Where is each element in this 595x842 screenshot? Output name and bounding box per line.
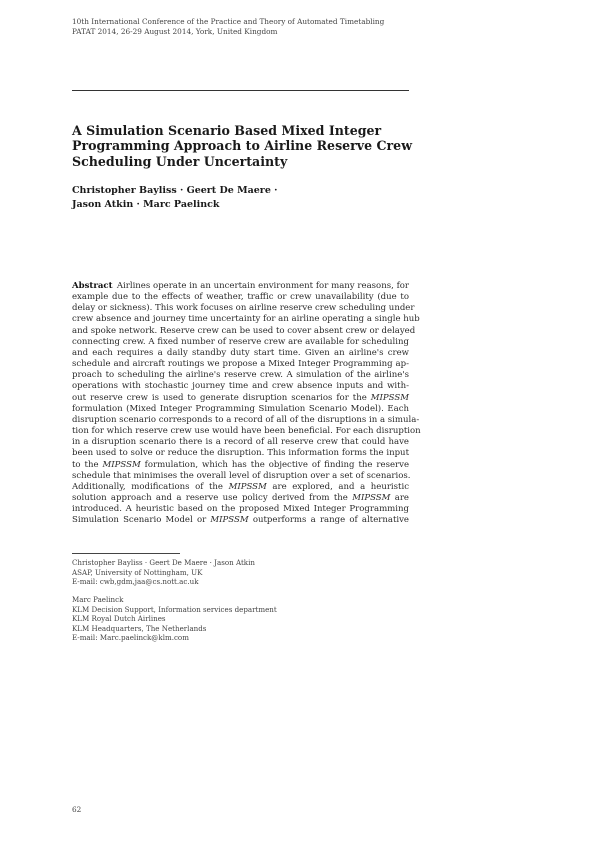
author-line: Jason Atkin · Marc Paelinck xyxy=(72,199,220,210)
abstract-line xyxy=(72,493,409,504)
conference-header xyxy=(72,17,384,36)
abstract-text: in a disruption scenario there is a record of all reserve crew that could have xyxy=(72,437,409,448)
abstract-text: formulation (Mixed Integer Programming Simulation Scenario Model). Each xyxy=(72,403,409,414)
abstract-line xyxy=(72,325,416,337)
abstract-text: Airlines operate in an uncertain environment for many reasons, for xyxy=(116,281,409,291)
affiliation-line: KLM Royal Dutch Airlines xyxy=(72,614,166,624)
affiliation-block xyxy=(72,595,277,643)
abstract-line xyxy=(72,292,409,303)
conference-line: 10th International Conference of the Practice and Theory of Automated Timetabling xyxy=(72,17,385,26)
abstract-line xyxy=(72,370,409,381)
abstract-text: out reserve crew is used to generate disruption scenarios for the xyxy=(72,392,371,403)
abstract-line xyxy=(72,437,409,448)
abstract-line xyxy=(72,359,409,370)
abstract-line xyxy=(72,348,409,359)
abstract-line xyxy=(72,404,409,415)
abstract-text: tion for which reserve crew use would have been beneficial. For each disruption xyxy=(72,426,421,437)
abstract-line xyxy=(72,426,421,437)
abstract-text: outperforms a range of alternative xyxy=(248,515,409,526)
affiliation-line: Christopher Bayliss · Geert De Maere · Jason Atkin xyxy=(72,558,255,567)
abstract-text: are xyxy=(390,492,409,503)
footnote-rule xyxy=(72,553,180,554)
abstract-text: crew absence and journey time uncertainty for an airline operating a single hub xyxy=(72,314,420,325)
abstract-text: disruption scenario corresponds to a record of all of the disruptions in a simula- xyxy=(72,414,420,425)
abstract-text: delay or sickness). This work focuses on airline reserve crew scheduling under xyxy=(72,303,415,314)
affiliation-line: KLM Headquarters, The Netherlands xyxy=(72,623,207,633)
page-number: 62 xyxy=(72,805,82,814)
model-acronym: MIPSSM xyxy=(352,492,391,503)
abstract-line xyxy=(72,281,409,292)
author-line: Christopher Bayliss · Geert De Maere · xyxy=(72,185,278,196)
affiliation-email: E-mail: cwb,gdm,jaa@cs.nott.ac.uk xyxy=(72,577,199,587)
abstract-line xyxy=(72,515,409,526)
affiliation-email: E-mail: Marc.paelinck@klm.com xyxy=(72,633,189,643)
abstract-line xyxy=(72,337,409,348)
abstract-line xyxy=(72,381,409,392)
title-line: Programming Approach to Airline Reserve Crew xyxy=(72,138,413,154)
abstract-text: and each requires a daily standby duty start time. Given an airline's crew xyxy=(72,347,409,358)
affiliation-line: ASAP, University of Nottingham, UK xyxy=(72,567,203,577)
abstract-text: formulation, which has the objective of finding the reserve xyxy=(140,459,409,470)
abstract-text: connecting crew. A fixed number of reserve crew are available for scheduling xyxy=(72,336,409,347)
title-line: Scheduling Under Uncertainty xyxy=(72,153,288,169)
model-acronym: MIPSSM xyxy=(102,459,141,470)
abstract-text: been used to solve or reduce the disruption. This information forms the input xyxy=(72,448,409,459)
header-rule xyxy=(72,90,409,91)
abstract-text: and spoke network. Reserve crew can be used to cover absent crew or delayed xyxy=(72,325,416,336)
abstract-line xyxy=(72,314,420,325)
abstract-text: schedule and aircraft routings we propose a Mixed Integer Programming ap- xyxy=(72,359,409,370)
abstract-text: solution approach and a reserve use policy derived from the xyxy=(72,492,353,503)
abstract-text: introduced. A heuristic based on the proposed Mixed Integer Programming xyxy=(72,504,409,515)
abstract-text: schedule that minimises the overall level of disruption over a set of scenarios. xyxy=(72,470,411,481)
abstract-text: operations with stochastic journey time and crew absence inputs and with- xyxy=(72,381,409,392)
abstract-line xyxy=(72,303,415,314)
affiliation-line: Marc Paelinck xyxy=(72,595,124,604)
abstract-text: to the xyxy=(72,459,103,470)
abstract-text: Additionally, modifications of the xyxy=(72,481,229,492)
abstract-line xyxy=(72,460,409,471)
affiliation-block xyxy=(72,558,255,587)
abstract xyxy=(72,281,421,526)
abstract-text: Simulation Scenario Model or xyxy=(72,515,211,526)
model-acronym: MIPSSM xyxy=(228,481,267,492)
abstract-label: Abstract xyxy=(72,281,113,291)
abstract-line xyxy=(72,448,409,459)
abstract-line xyxy=(72,482,409,493)
conference-line: PATAT 2014, 26-29 August 2014, York, United Kingdom xyxy=(72,26,278,36)
model-acronym: MIPSSM xyxy=(210,515,249,526)
paper-title xyxy=(72,123,412,169)
author-list xyxy=(72,184,277,212)
abstract-line xyxy=(72,471,409,482)
abstract-text: proach to scheduling the airline's reserve crew. A simulation of the airline's xyxy=(72,370,409,381)
abstract-line xyxy=(72,414,420,426)
affiliation-line: KLM Decision Support, Information services department xyxy=(72,604,277,614)
title-line: A Simulation Scenario Based Mixed Integer xyxy=(72,123,382,138)
model-acronym: MIPSSM xyxy=(370,392,409,403)
abstract-text: are explored, and a heuristic xyxy=(266,481,409,492)
abstract-text: example due to the effects of weather, traffic or crew unavailability (due to xyxy=(72,292,409,303)
abstract-line xyxy=(72,504,409,515)
abstract-line xyxy=(72,393,409,404)
